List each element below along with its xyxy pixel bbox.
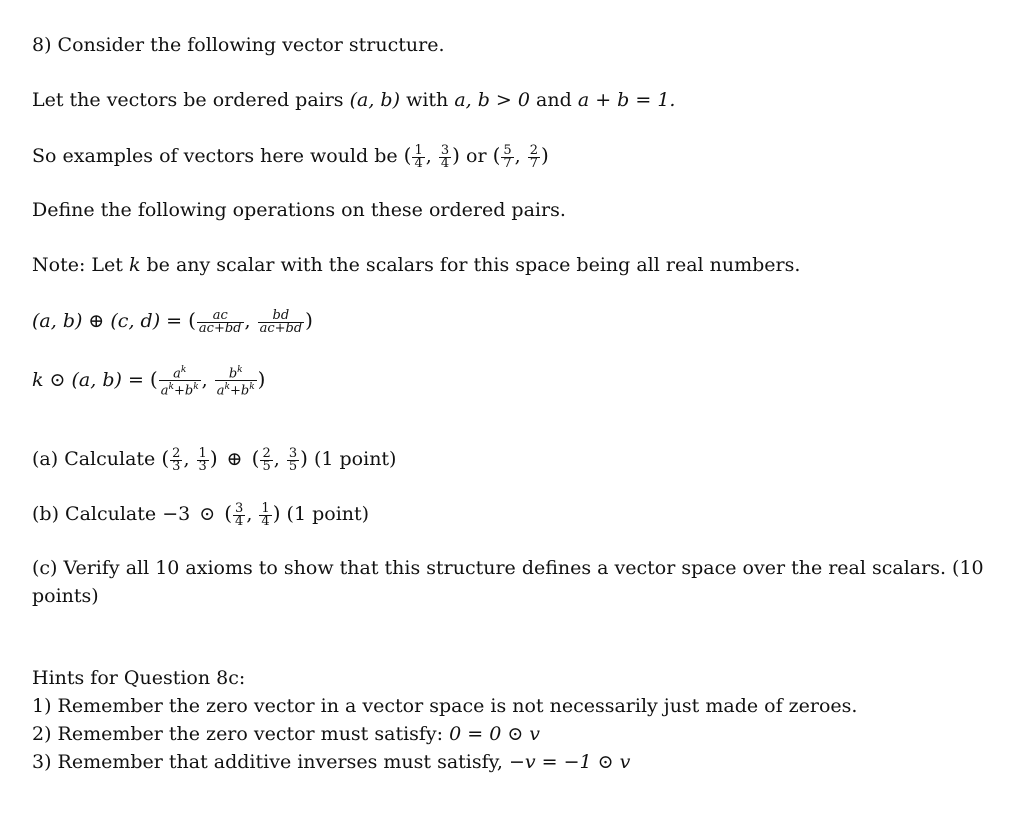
- part-b-frac1: $\frac{3}{4}$: [235, 500, 244, 529]
- mul-frac1: $\frac{a^k}{a^k+b^k}$: [160, 365, 199, 399]
- part-a-points: (1 point): [313, 448, 397, 470]
- part-a-prefix: (a) Calculate: [32, 448, 156, 470]
- examples-line: So examples of vectors here would be ( $\frac{1}{4}$ , $\frac{3}{4}$ ) or ( $\frac{5}{7}$ , $\frac{2}{7}$ ): [32, 142, 549, 171]
- hint-3-math: −v = −1 ⊙ v: [508, 751, 631, 773]
- part-b-prefix: (b) Calculate: [32, 503, 157, 525]
- def-pair: (a, b): [349, 89, 401, 111]
- part-a-v1-frac2: $\frac{1}{3}$: [198, 445, 207, 474]
- part-a-v2-frac2: $\frac{3}{5}$: [288, 445, 298, 474]
- part-c: (c) Verify all 10 axioms to show that this structure defines a vector space over the real scalars. (10 points): [32, 557, 984, 607]
- hint-3: [32, 750, 630, 774]
- addition-definition: (a, b) ⊕ (c, d) = ( $\frac{ac}{ac+bd}$ , $\frac{bd}{ac+bd}$ ): [32, 307, 313, 336]
- hint-3-prefix: 3) Remember that additive inverses must satisfy,: [32, 751, 503, 773]
- ex1-frac2: $\frac{3}{4}$: [440, 142, 450, 171]
- add-frac1: $\frac{ac}{ac+bd}$: [198, 307, 242, 336]
- add-frac2: $\frac{bd}{ac+bd}$: [259, 307, 303, 336]
- scalar-mult-definition: k ⊙ (a, b) = ( $\frac{a^k}{a^k+b^k}$ , $\frac{b^k}{a^k+b^k}$ ): [32, 365, 266, 399]
- mul-frac2: $\frac{b^k}{a^k+b^k}$: [216, 365, 255, 399]
- hint-1: 1) Remember the zero vector in a vector space is not necessarily just made of zeroes.: [32, 695, 858, 717]
- def-and: and: [536, 89, 572, 111]
- def-with: with: [406, 89, 449, 111]
- hint-2-math: 0 = 0 ⊙ v: [449, 723, 541, 745]
- def-prefix: Let the vectors be ordered pairs: [32, 89, 344, 111]
- part-a: (a) Calculate ( $\frac{2}{3}$ , $\frac{1}{3}$ ) ⊕ ( $\frac{2}{5}$ , $\frac{3}{5}$ ) (1 point): [32, 445, 397, 474]
- note-line: [32, 253, 800, 277]
- examples-prefix: So examples of vectors here would be: [32, 145, 398, 167]
- def-cond1: a, b > 0: [454, 89, 530, 111]
- part-b: (b) Calculate −3 ⊙ ( $\frac{3}{4}$ , $\frac{1}{4}$ ) (1 point): [32, 500, 370, 529]
- hint-2: [32, 722, 540, 746]
- mul-lhs: k ⊙ (a, b) =: [32, 368, 144, 391]
- def-cond2: a + b = 1.: [577, 89, 676, 111]
- vector-definition: [32, 88, 675, 112]
- examples-or: or: [466, 145, 487, 167]
- part-a-v2-frac1: $\frac{2}{5}$: [262, 445, 271, 474]
- part-b-frac2: $\frac{1}{4}$: [261, 500, 270, 529]
- ex2-frac2: $\frac{2}{7}$: [529, 142, 539, 171]
- oplus-symbol: ⊕: [226, 448, 243, 470]
- part-b-scalar: −3: [162, 503, 191, 525]
- ex1-frac1: $\frac{1}{4}$: [414, 142, 423, 171]
- operations-intro: Define the following operations on these ordered pairs.: [32, 199, 566, 221]
- question-header: 8) Consider the following vector structure.: [32, 34, 445, 56]
- ex2-frac1: $\frac{5}{7}$: [503, 142, 512, 171]
- part-a-v1-frac1: $\frac{2}{3}$: [172, 445, 181, 474]
- part-b-points: (1 point): [286, 503, 370, 525]
- note-prefix: Note: Let: [32, 254, 123, 276]
- hint-2-prefix: 2) Remember the zero vector must satisfy:: [32, 723, 444, 745]
- add-lhs: (a, b) ⊕ (c, d) =: [32, 310, 183, 332]
- note-suffix: be any scalar with the scalars for this space being all real numbers.: [146, 254, 801, 276]
- note-k: k: [128, 254, 141, 276]
- odot-symbol: ⊙: [199, 503, 216, 525]
- hints-title: Hints for Question 8c:: [32, 667, 246, 689]
